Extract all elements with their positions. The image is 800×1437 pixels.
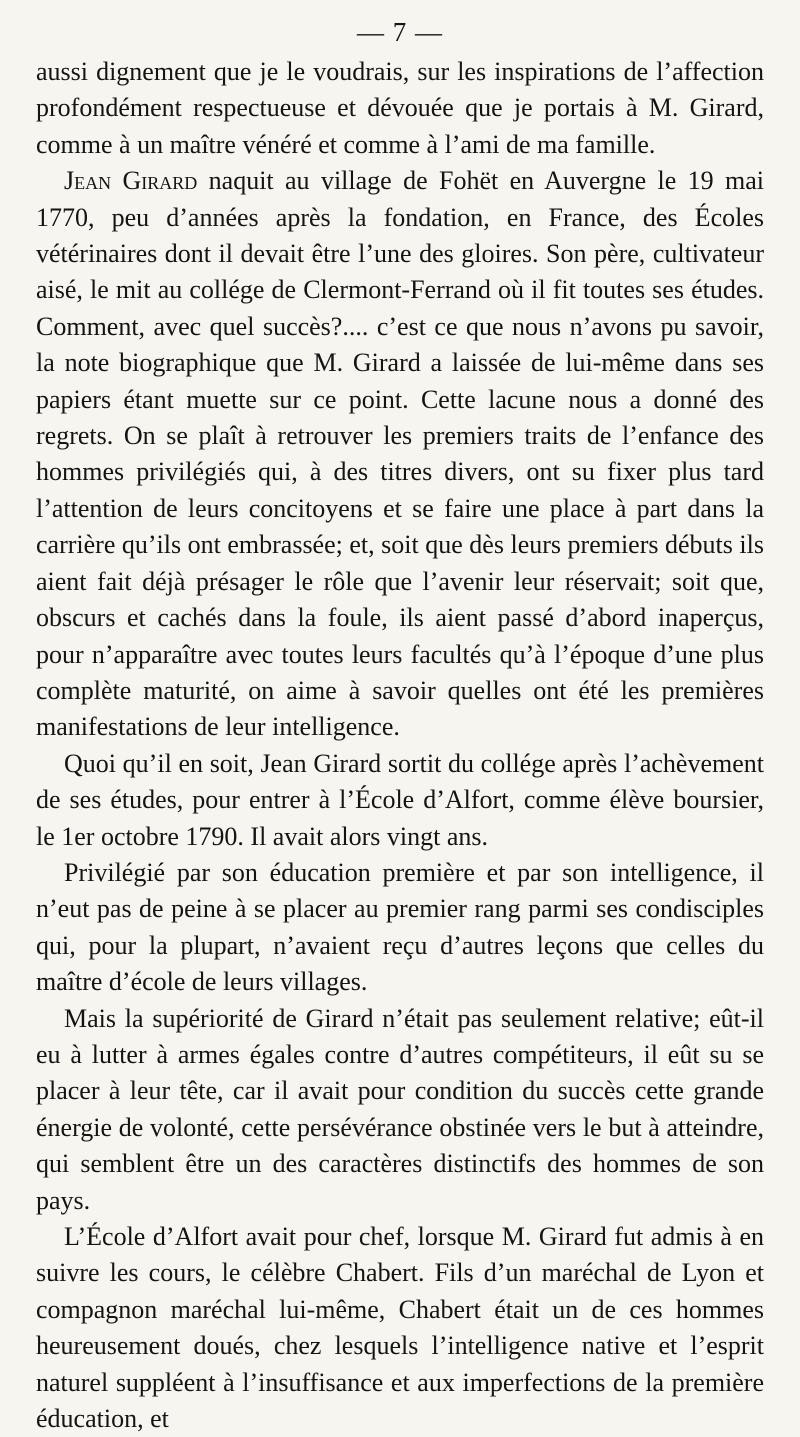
page-number: — 7 — <box>357 17 443 47</box>
paragraph-3: Quoi qu’il en soit, Jean Girard sortit du collége après l’achèvement de ses études, pour entrer à l’École d’Alfort, comme élève boursier, le 1er octobre 1790. Il avait alors vingt ans. <box>36 748 764 851</box>
paragraph-2-text: naquit au village de Fohët en Auvergne le 19 mai 1770, peu d’années après la fondation, en France, des Écoles vétérinaires dont il devait être l’une des gloires. Son père, cultivateur aisé, le mit au collége de Clermont-Ferrand où il fit toutes ses études. Comment, avec quel succès?.... c’est ce que nous n’avons pu savoir, la note biographique que M. Girard a laissée de lui-même dans ses papiers étant muette sur ce point. Cette lacune nous a donné des regrets. On se plaît à retrouver les premiers traits de l’enfance des hommes privilégiés qui, à des titres divers, ont su fixer plus tard l’attention de leurs concitoyens et se faire une place à part dans la carrière qu’ils ont embrassée; et, soit que dès leurs premiers débuts ils aient fait déjà présager le rôle que l’avenir leur réservait; soit que, obscurs et cachés dans la foule, ils aient passé d’abord inaperçus, pour n’apparaître avec toutes leurs facultés qu’à l’époque d’une plus complète maturité, on aime à savoir quelles ont été les premières manifestations de leur intelligence. <box>36 166 764 742</box>
paragraph-4: Privilégié par son éducation première et par son intelligence, il n’eut pas de peine à se placer au premier rang parmi ses condisciples qui, pour la plupart, n’avaient reçu d’autres leçons que celles du maître d’école de leurs villages. <box>36 857 764 997</box>
subject-name: Jean Girard <box>64 166 198 196</box>
paragraph-6: L’École d’Alfort avait pour chef, lorsque M. Girard fut admis à en suivre les cours, le célèbre Chabert. Fils d’un maréchal de Lyon et compagnon maréchal lui-même, Chabert était un de ces hommes heureusement doués, chez lesquels l’intelligence native et l’esprit naturel suppléent à l’insuffisance et aux imperfections de la première éducation, et <box>36 1222 764 1434</box>
paragraph-2 <box>36 163 764 746</box>
body-text <box>36 54 764 1437</box>
paragraph-1: aussi dignement que je le voudrais, sur les inspirations de l’affection profondément respectueuse et dévouée que je portais à M. Girard, comme à un maître vénéré et comme à l’ami de ma famille. <box>36 57 764 159</box>
paragraph-5: Mais la supériorité de Girard n’était pas seulement relative; eût-il eu à lutter à armes égales contre d’autres compétiteurs, il eût su se placer à leur tête, car il avait pour condition du succès cette grande énergie de volonté, cette persévérance obstinée vers le but à atteindre, qui semblent être un des caractères distinctifs des hommes de son pays. <box>36 1003 764 1215</box>
